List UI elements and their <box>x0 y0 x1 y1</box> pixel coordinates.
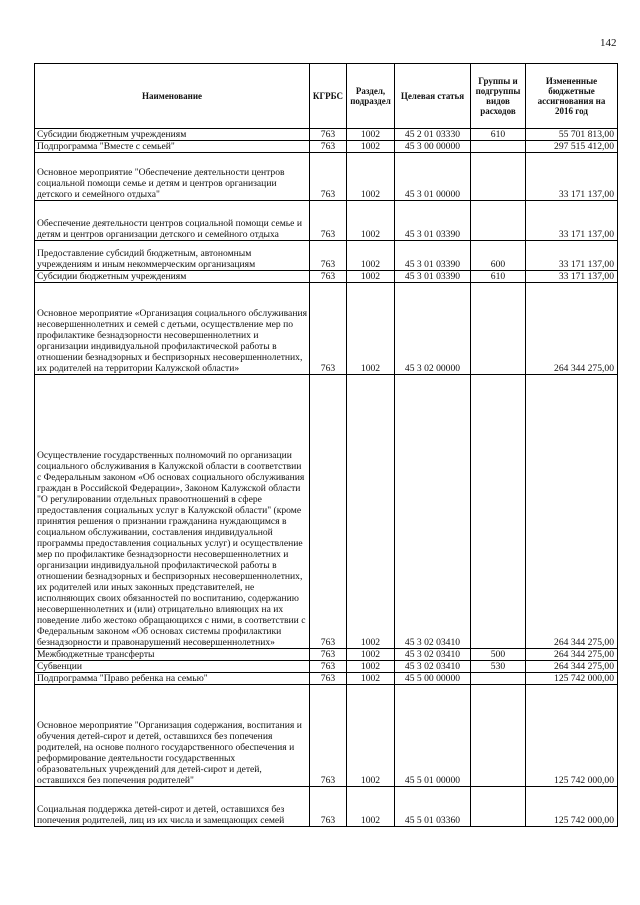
row-name: Осуществление государственных полномочий по организации социального обслуживания в Калужской области в соответствии с Федеральным законом «Об основах социального обслуживания граждан в Российской Федерации», Законом Калужской области "О регулировании отдельных правоотношений в сфере предоставления социальных услуг в Калужской области" (кроме принятия решения о признании гражданина нуждающимся в социальном обслуживании, составления индивидуальной программы предоставления социальных услуг) и осуществление мер по профилактике безнадзорности несовершеннолетних и организации индивидуальной профилактической работы в отношении безнадзорных и беспризорных несовершеннолетних, их родителей или иных законных представителей, не исполняющих своих обязанностей по воспитанию, содержанию несовершеннолетних и (или) отрицательно влияющих на их поведение либо жестоко обращающихся с ними, в соответствии с Федеральным законом «Об основах системы профилактики безнадзорности и правонарушений несовершеннолетних» <box>35 375 310 649</box>
row-kgrbs: 763 <box>310 685 347 787</box>
table-header-row <box>35 64 618 129</box>
row-name: Субсидии бюджетным учреждениям <box>35 129 310 141</box>
budget-table <box>34 63 618 827</box>
header-kgrbs: КГРБС <box>310 64 347 129</box>
row-amount: 264 344 275,00 <box>526 283 618 375</box>
row-section: 1002 <box>347 649 395 661</box>
row-name: Социальная поддержка детей-сирот и детей, оставшихся без попечения родителей, лиц из их числа и замещающих семей <box>35 787 310 827</box>
row-group <box>471 685 526 787</box>
header-name: Наименование <box>35 64 310 129</box>
row-target: 45 3 00 00000 <box>395 141 471 153</box>
row-target: 45 3 02 00000 <box>395 283 471 375</box>
table-row <box>35 649 618 661</box>
row-target: 45 5 00 00000 <box>395 673 471 685</box>
row-group: 500 <box>471 649 526 661</box>
row-kgrbs: 763 <box>310 241 347 271</box>
row-kgrbs: 763 <box>310 673 347 685</box>
row-amount: 55 701 813,00 <box>526 129 618 141</box>
row-group: 530 <box>471 661 526 673</box>
row-amount: 264 344 275,00 <box>526 649 618 661</box>
row-section: 1002 <box>347 271 395 283</box>
row-amount: 297 515 412,00 <box>526 141 618 153</box>
row-target: 45 3 01 03390 <box>395 201 471 241</box>
header-section: Раздел, подраздел <box>347 64 395 129</box>
table-row <box>35 673 618 685</box>
row-target: 45 3 01 00000 <box>395 153 471 201</box>
row-target: 45 5 01 00000 <box>395 685 471 787</box>
row-kgrbs: 763 <box>310 649 347 661</box>
row-name: Основное мероприятие "Обеспечение деятельности центров социальной помощи семье и детям и центров организации детского и семейного отдыха" <box>35 153 310 201</box>
row-section: 1002 <box>347 129 395 141</box>
table-row <box>35 685 618 787</box>
row-target: 45 5 01 03360 <box>395 787 471 827</box>
row-target: 45 3 02 03410 <box>395 649 471 661</box>
row-group: 610 <box>471 271 526 283</box>
row-target: 45 3 01 03390 <box>395 271 471 283</box>
header-groups: Группы и подгруппы видов расходов <box>471 64 526 129</box>
row-group <box>471 201 526 241</box>
row-amount: 33 171 137,00 <box>526 271 618 283</box>
row-section: 1002 <box>347 375 395 649</box>
row-section: 1002 <box>347 673 395 685</box>
row-group: 600 <box>471 241 526 271</box>
header-target: Целевая статья <box>395 64 471 129</box>
row-section: 1002 <box>347 201 395 241</box>
row-name: Субвенции <box>35 661 310 673</box>
row-kgrbs: 763 <box>310 201 347 241</box>
row-target: 45 2 01 03330 <box>395 129 471 141</box>
row-kgrbs: 763 <box>310 141 347 153</box>
row-section: 1002 <box>347 283 395 375</box>
row-amount: 264 344 275,00 <box>526 375 618 649</box>
row-name: Основное мероприятие "Организация содержания, воспитания и обучения детей-сирот и детей, оставшихся без попечения родителей, на основе полного государственного обеспечения и реформирование деятельности государственных образовательных учреждений для детей-сирот и детей, оставшихся без попечения родителей" <box>35 685 310 787</box>
row-kgrbs: 763 <box>310 129 347 141</box>
table-row <box>35 153 618 201</box>
row-kgrbs: 763 <box>310 153 347 201</box>
row-section: 1002 <box>347 787 395 827</box>
row-section: 1002 <box>347 685 395 787</box>
row-amount: 125 742 000,00 <box>526 787 618 827</box>
row-name: Межбюджетные трансферты <box>35 649 310 661</box>
row-target: 45 3 02 03410 <box>395 375 471 649</box>
page-number: 142 <box>600 37 617 49</box>
row-section: 1002 <box>347 661 395 673</box>
table-row <box>35 241 618 271</box>
row-name: Субсидии бюджетным учреждениям <box>35 271 310 283</box>
row-kgrbs: 763 <box>310 271 347 283</box>
row-target: 45 3 02 03410 <box>395 661 471 673</box>
table-row <box>35 141 618 153</box>
table-row <box>35 129 618 141</box>
header-amount: Измененные бюджетные ассигнования на 2016 год <box>526 64 618 129</box>
row-amount: 264 344 275,00 <box>526 661 618 673</box>
row-section: 1002 <box>347 241 395 271</box>
row-amount: 125 742 000,00 <box>526 673 618 685</box>
row-amount: 33 171 137,00 <box>526 241 618 271</box>
row-name: Подпрограмма "Вместе с семьей" <box>35 141 310 153</box>
row-amount: 33 171 137,00 <box>526 201 618 241</box>
table-row <box>35 271 618 283</box>
row-amount: 33 171 137,00 <box>526 153 618 201</box>
table-row <box>35 201 618 241</box>
row-kgrbs: 763 <box>310 787 347 827</box>
row-target: 45 3 01 03390 <box>395 241 471 271</box>
row-amount: 125 742 000,00 <box>526 685 618 787</box>
table-row <box>35 283 618 375</box>
table-row <box>35 375 618 649</box>
row-group <box>471 141 526 153</box>
table-row <box>35 661 618 673</box>
row-kgrbs: 763 <box>310 283 347 375</box>
row-kgrbs: 763 <box>310 661 347 673</box>
table-row <box>35 787 618 827</box>
row-section: 1002 <box>347 141 395 153</box>
row-name: Основное мероприятие «Организация социального обслуживания несовершеннолетних и семей с детьми, осуществление мер по профилактике безнадзорности несовершеннолетних и организации индивидуальной профилактической работы в отношении безнадзорных и беспризорных несовершеннолетних, их родителей на территории Калужской области» <box>35 283 310 375</box>
row-section: 1002 <box>347 153 395 201</box>
row-group <box>471 283 526 375</box>
row-group: 610 <box>471 129 526 141</box>
row-kgrbs: 763 <box>310 375 347 649</box>
row-group <box>471 787 526 827</box>
row-name: Обеспечение деятельности центров социальной помощи семье и детям и центров организации детского и семейного отдыха <box>35 201 310 241</box>
row-group <box>471 153 526 201</box>
row-group <box>471 673 526 685</box>
row-group <box>471 375 526 649</box>
row-name: Подпрограмма "Право ребенка на семью" <box>35 673 310 685</box>
row-name: Предоставление субсидий бюджетным, автономным учреждениям и иным некоммерческим организациям <box>35 241 310 271</box>
